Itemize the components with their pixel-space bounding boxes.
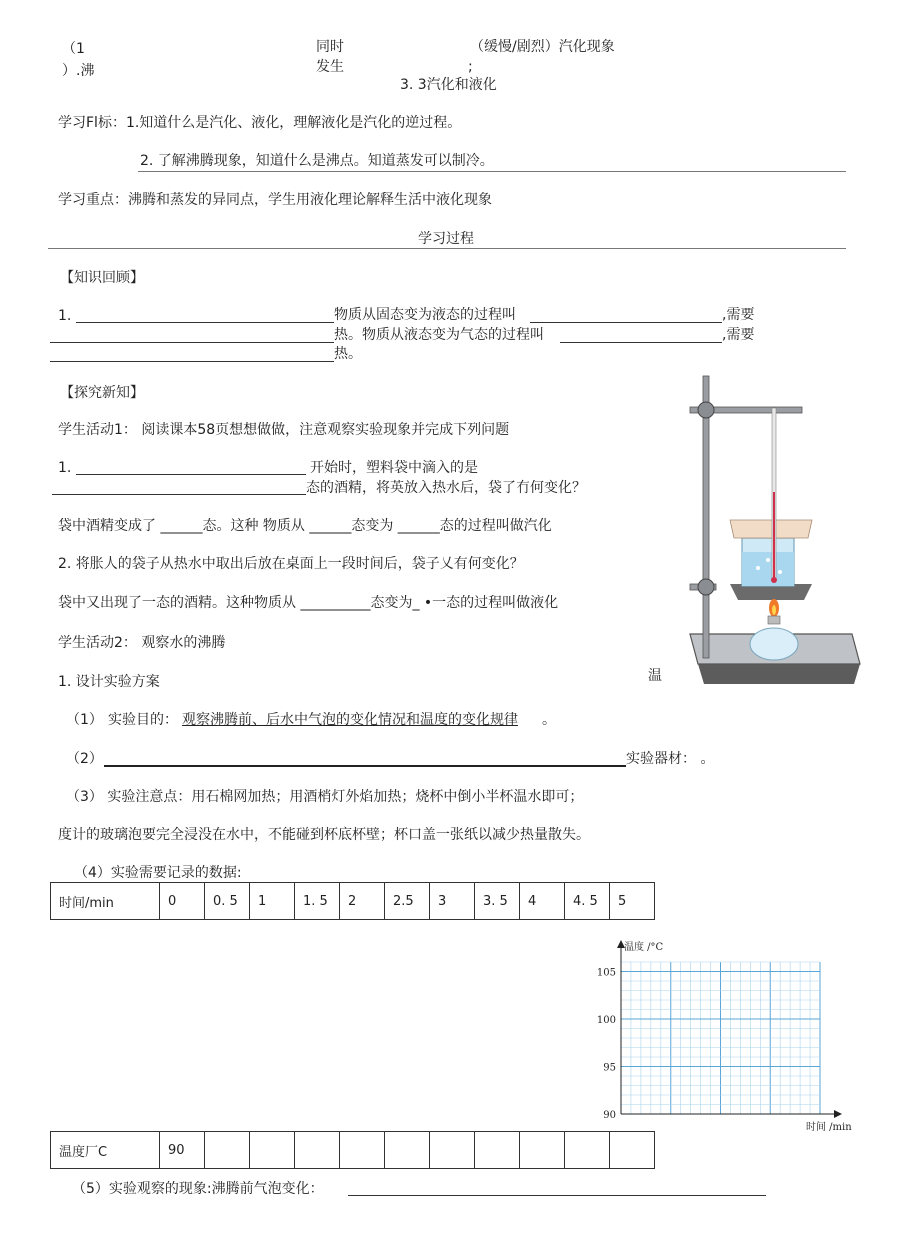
blank-line[interactable] xyxy=(76,474,306,475)
time-cell: 0. 5 xyxy=(205,883,250,920)
p3-continued: 度计的玻璃泡要完全浸没在水中，不能碰到杯底杯壁；杯口盖一张纸以减少热量散失。 xyxy=(58,827,590,843)
review-l3-text: 热。 xyxy=(334,346,362,362)
time-cell: 3 xyxy=(430,883,475,920)
p1-end: 。 xyxy=(542,712,556,728)
temp-cell[interactable] xyxy=(250,1132,295,1169)
q2: 2. 将胀人的袋子从热水中取出后放在桌面上一段时间后，袋子乂有何变化？ xyxy=(58,556,524,572)
review-l1-text: 物质从固态变为液态的过程叫 xyxy=(334,307,516,323)
temp-cell[interactable] xyxy=(475,1132,520,1169)
divider xyxy=(138,171,846,172)
review-l2-end: ,需要 xyxy=(722,327,755,343)
chart-grid xyxy=(621,962,820,1114)
explore-heading: 【探究新知】 xyxy=(60,385,144,401)
bubble xyxy=(766,558,770,562)
activity-2: 学生活动2： 观察水的沸腾 xyxy=(58,635,226,651)
flame-core xyxy=(772,605,776,615)
review-l2-text: 热。物质从液态变为气态的过程叫 xyxy=(334,327,544,343)
time-cell: 4 xyxy=(520,883,565,920)
time-cell: 1 xyxy=(250,883,295,920)
blank-line[interactable] xyxy=(76,322,334,323)
q1-line-3: 袋中酒精变成了 ______态。这种 物质从 ______态变为 ______态的过程叫做汽化 xyxy=(58,518,552,534)
y-tick-label: 90 xyxy=(603,1110,616,1121)
temp-cell[interactable] xyxy=(295,1132,340,1169)
temp-cell[interactable] xyxy=(565,1132,610,1169)
temp-cell: 温度厂C xyxy=(51,1132,160,1169)
y-tick-label: 105 xyxy=(596,967,616,979)
time-cell: 2.5 xyxy=(385,883,430,920)
section-title: 3. 3汽化和液化 xyxy=(400,77,497,93)
y-tick-label: 95 xyxy=(603,1062,616,1074)
time-cell: 4. 5 xyxy=(565,883,610,920)
boiling-apparatus-illustration xyxy=(676,372,866,694)
temperature-time-chart xyxy=(588,938,860,1136)
p1-text: 观察沸腾前、后水中气泡的变化情况和温度的变化规律 xyxy=(182,712,518,728)
y-axis-label: 温度 /°C xyxy=(624,942,664,953)
p4: （4）实验需要记录的数据: xyxy=(74,865,242,881)
p1-label: 实验目的： xyxy=(108,712,178,728)
p2-end: 实验器材： 。 xyxy=(626,751,715,767)
p5: （5）实验观察的现象:沸腾前气泡变化： xyxy=(72,1181,324,1197)
clamp-knob xyxy=(698,579,714,595)
y-tick-labels xyxy=(597,968,616,1122)
temp-cell[interactable] xyxy=(340,1132,385,1169)
beaker-water xyxy=(742,552,794,586)
blank-line[interactable] xyxy=(530,322,722,323)
clamp-knob xyxy=(698,402,714,418)
fragment-right-b: ; xyxy=(468,59,473,75)
temp-cell[interactable] xyxy=(205,1132,250,1169)
temp-cell: 90 xyxy=(160,1132,205,1169)
time-cell: 时间/min xyxy=(51,883,160,920)
design-heading: 1. 设计实验方案 xyxy=(58,674,160,690)
q2-line-2: 袋中又出现了一态的酒精。这种物质从 __________态变为_ •一态的过程叫做液化 xyxy=(58,595,559,611)
blank-line[interactable] xyxy=(50,342,334,343)
process-title: 学习过程 xyxy=(418,231,474,247)
thermometer-bulb xyxy=(771,577,777,583)
review-heading: 【知识回顾】 xyxy=(60,270,144,286)
fragment-mid-a: 同时 xyxy=(316,39,344,55)
p3: （3） 实验注意点：用石棉网加热；用酒梢灯外焰加热；烧杯中倒小半杯温水即可； xyxy=(66,789,584,805)
blank-line[interactable] xyxy=(348,1195,766,1196)
time-cell: 3. 5 xyxy=(475,883,520,920)
q1-num: 1. xyxy=(58,460,72,476)
lamp-neck xyxy=(768,616,780,624)
time-table xyxy=(50,882,655,920)
time-cell: 2 xyxy=(340,883,385,920)
blank-line[interactable] xyxy=(52,494,306,495)
x-axis-arrow xyxy=(834,1110,842,1118)
fragment-mid-b: 发生 xyxy=(316,59,344,75)
blank-line[interactable] xyxy=(104,765,626,767)
review-l1-num: 1. xyxy=(58,308,72,324)
paper-cover xyxy=(730,520,812,538)
x-axis-label: 时间 /min xyxy=(806,1122,852,1133)
time-cell: 0 xyxy=(160,883,205,920)
fragment-left-b: ）.沸 xyxy=(62,63,95,79)
fragment-right-a: （缓慢/剧烈）汽化现象 xyxy=(470,39,615,55)
temp-cell[interactable] xyxy=(430,1132,475,1169)
time-cell: 5 xyxy=(610,883,655,920)
temp-cell[interactable] xyxy=(385,1132,430,1169)
q1-line-2: 态的酒精，将英放入热水后，袋了冇何变化？ xyxy=(306,480,586,496)
stand-base xyxy=(698,664,860,684)
blank-line[interactable] xyxy=(560,342,722,343)
q1-text: 开始时，塑料袋中滴入的是 xyxy=(310,460,478,476)
time-cell: 1. 5 xyxy=(295,883,340,920)
temp-cell[interactable] xyxy=(610,1132,655,1169)
activity-1: 学生活动1： 阅读课本58页想想做做，注意观察实验现象并完成下列问题 xyxy=(58,422,510,438)
alcohol-lamp xyxy=(750,628,798,660)
y-tick-label: 100 xyxy=(596,1015,616,1026)
key-points: 学习重点：沸腾和蒸发的异同点，学生用液化理论解释生活中液化现象 xyxy=(58,192,492,208)
p2-num: （2） xyxy=(66,751,103,767)
thermometer-liquid xyxy=(773,492,775,578)
wen-char: 温 xyxy=(648,668,662,684)
review-l1-end: ,需要 xyxy=(722,307,755,323)
divider xyxy=(48,248,846,249)
temp-table xyxy=(50,1131,655,1169)
objective-line-1: 学习Fl标：1.知道什么是汽化、液化，理解液化是汽化的逆过程。 xyxy=(58,115,462,131)
fragment-left-a: （1 xyxy=(62,41,85,57)
temp-cell[interactable] xyxy=(520,1132,565,1169)
p1-num: （1） xyxy=(66,712,103,728)
blank-line[interactable] xyxy=(50,361,334,362)
objective-line-2: 2. 了解沸腾现象，知道什么是沸点。知道蒸发可以制冷。 xyxy=(140,153,494,169)
bubble xyxy=(778,570,782,574)
bubble xyxy=(756,566,760,570)
